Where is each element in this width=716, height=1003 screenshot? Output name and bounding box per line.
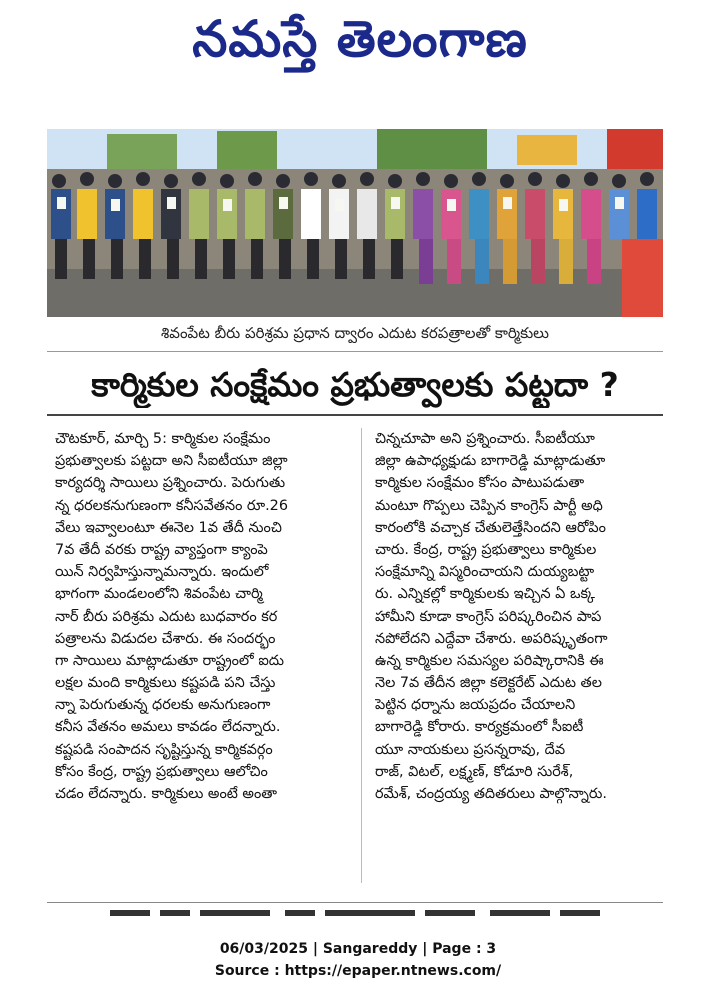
article-line: పత్రాలను విడుదల చేశారు. ఈ సందర్భం (55, 630, 276, 647)
article-line: కష్టపడి సంపాదన సృష్టిస్తున్న కార్మికవర్గం (55, 741, 273, 758)
article-line: న్నా పెరుగుతున్న ధరలకు అనుగుణంగా (55, 697, 271, 714)
page-footer (0, 938, 716, 982)
article-line: జిల్లా ఉపాధ్యక్షుడు బాగారెడ్డి మాట్లాడుతూ (375, 453, 606, 470)
footer-date-edition: 06/03/2025 | Sangareddy | Page : 3 (219, 941, 497, 957)
article-line: రు. ఎన్నికల్లో కార్మికులకు ఇచ్చిన ఏ ఒక్క (375, 586, 595, 603)
article-line: చిన్నచూపా అని ప్రశ్నించారు. సీఐటీయూ (375, 431, 595, 447)
article-line: యిన్ నిర్వహిస్తున్నామన్నారు. ఇందులో (55, 564, 269, 581)
article-line: నెల 7వ తేదీన జిల్లా కలెక్టరేట్ ఎదుట తల (375, 675, 602, 692)
article-line: చారు. కేంద్ర, రాష్ట్ర ప్రభుత్వాలు కార్మికుల (375, 541, 597, 558)
article-line: బాగారెడ్డి కోరారు. కార్యక్రమంలో సీఐటీ (375, 719, 584, 736)
article-line: సంక్షేమాన్ని విస్మరించాయని దుయ్యబట్టా (375, 564, 595, 581)
article-bottom-rule (47, 902, 663, 903)
caption-divider (47, 351, 663, 352)
article-line: కార్మికుల సంక్షేమం కోసం పాటుపడుతా (375, 475, 585, 492)
article-line: హామీని కూడా కాంగ్రెస్ పరిష్కరించిన పాప (375, 608, 602, 625)
headline-divider (47, 414, 663, 416)
article-column-left (55, 428, 338, 805)
article-line: లక్షల మంది కార్మికులు కష్టపడి పని చేస్తు (55, 675, 276, 692)
article-line: చౌటకూర్, మార్చి 5: కార్మికుల సంక్షేమం (55, 431, 271, 447)
crowd-photo-illustration (47, 129, 663, 317)
footer-source: Source : https://epaper.ntnews.com/ (214, 963, 502, 979)
article-line: భాగంగా మండలంలోని శివంపేట చార్మి (55, 586, 263, 603)
article-line: కార్యదర్శి సాయిలు ప్రశ్నించారు. పెరుగుతు (55, 475, 286, 492)
column-divider (361, 428, 362, 883)
article-column-right (375, 428, 658, 805)
article-line: ప్రభుత్వాలకు పట్టదా అని సీఐటీయూ జిల్లా (55, 453, 288, 470)
article-line: మంటూ గొప్పలు చెప్పిన కాంగ్రెస్ పార్టీ అధి (375, 497, 603, 514)
article-line: రాజ్, విటల్, లక్ష్మణ్, కోడూరి సురేశ్, (375, 763, 574, 780)
article-line: కోసం కేంద్ర, రాష్ట్ర ప్రభుత్వాలు ఆలోచిం (55, 763, 268, 780)
article-line: నపోలేదని ఎద్దేవా చేశారు. అపరిష్కృతంగా (375, 630, 608, 647)
article-line: కారంలోకి వచ్చాక చేతులెత్తేసిందని ఆరోపిం (375, 519, 606, 536)
article-line: యూ నాయకులు ప్రసన్నరావు, దేవ (375, 741, 566, 758)
article-line: 7వ తేదీ వరకు రాష్ట్ర వ్యాప్తంగా క్యాంపె (55, 541, 268, 558)
photo-caption: శివంపేట బీరు పరిశ్రమ ప్రధాన ద్వారం ఎదుట కరపత్రాలతో కార్మికులు (161, 324, 549, 342)
masthead-logo: నమస్తే తెలంగాణ (192, 9, 528, 68)
article-line: ఉన్న కార్మికుల సమస్యల పరిష్కారానికి ఈ (375, 652, 604, 669)
article-line: నార్ బీరు పరిశ్రమ ఎదుట బుధవారం కర (55, 608, 278, 625)
article-line: చడం లేదన్నారు. కార్మికులు అంటే అంతా (55, 786, 277, 802)
news-photo (47, 129, 663, 317)
article-line: న్న ధరలకనుగుణంగా కనీసవేతనం రూ.26 (55, 497, 288, 514)
article-line: పెట్టిన ధర్నాను జయప్రదం చేయాలని (375, 697, 576, 714)
article-headline: కార్మికుల సంక్షేమం ప్రభుత్వాలకు పట్టదా ? (91, 365, 619, 404)
article-line: కనీస వేతనం అమలు కావడం లేదన్నారు. (55, 719, 281, 736)
article-line: వేలు ఇవ్వాలంటూ ఈనెల 1వ తేదీ నుంచి (55, 519, 282, 536)
article-line: గా సాయిలు మాట్లాడుతూ రాష్ట్రంలో ఐదు (55, 652, 284, 669)
article-line: రమేశ్, చంద్రయ్య తదితరులు పాల్గొన్నారు. (375, 786, 607, 802)
cut-off-next-headline (110, 910, 663, 922)
